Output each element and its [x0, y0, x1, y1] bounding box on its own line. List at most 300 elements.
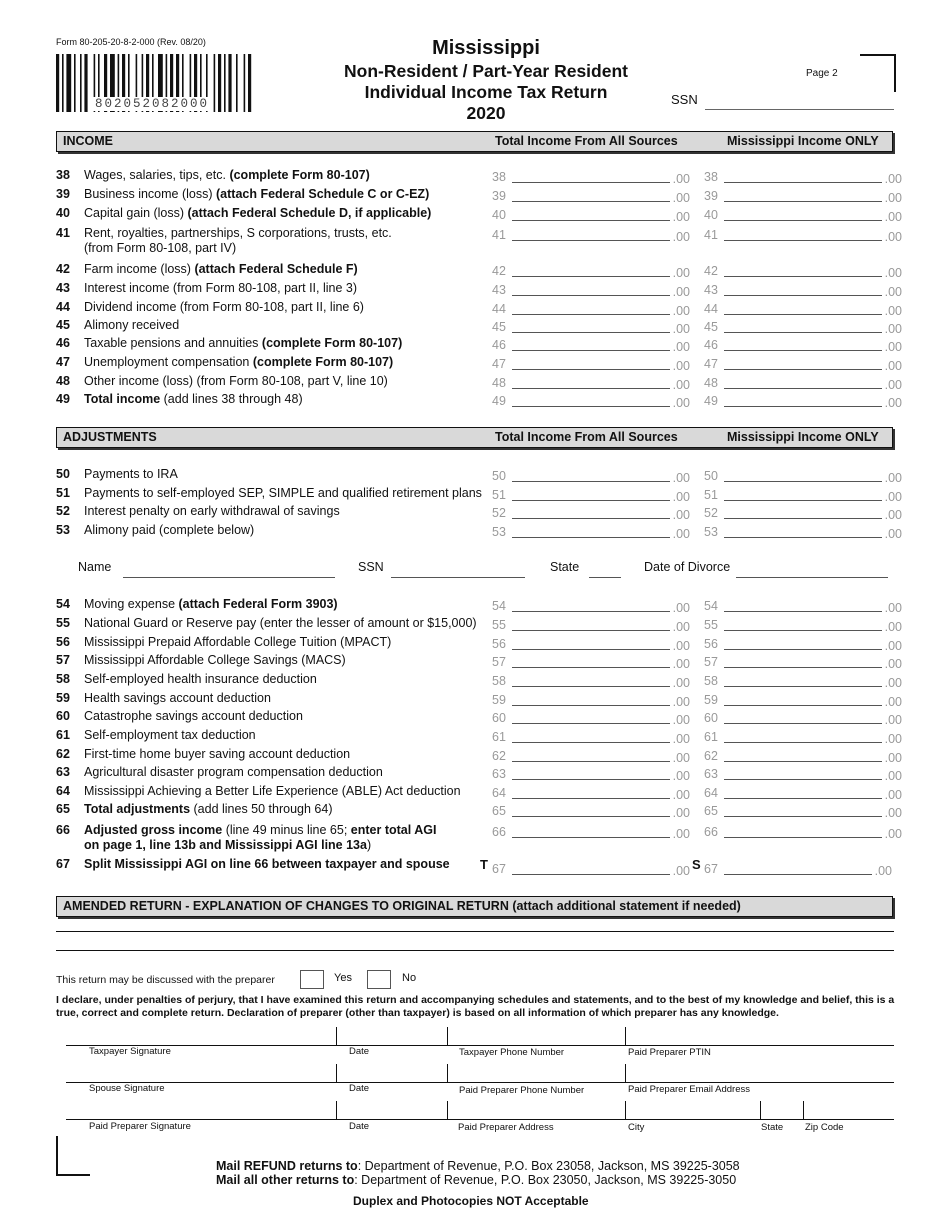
divider	[803, 1101, 804, 1119]
field-line-number: 49	[704, 394, 718, 408]
line-61-total-field[interactable]	[492, 729, 692, 747]
spouse-marker: S	[692, 857, 701, 872]
line-47-ms-field[interactable]	[704, 356, 904, 374]
field-line-number: 41	[704, 228, 718, 242]
line-number: 60	[56, 709, 70, 723]
cents: .00	[884, 490, 902, 504]
line-56-total-field[interactable]	[492, 636, 692, 654]
field-line-number: 40	[704, 208, 718, 222]
field-line-number: 43	[492, 283, 506, 297]
field-line	[724, 686, 882, 687]
line-52-total-field[interactable]	[492, 505, 692, 523]
field-line-number: 61	[492, 730, 506, 744]
field-line	[724, 874, 872, 875]
cents: .00	[672, 508, 690, 522]
line-label	[84, 168, 484, 183]
label-text: Unemployment compensation	[84, 355, 253, 369]
line-64-total-field[interactable]	[492, 785, 692, 803]
line-49-total-field[interactable]	[492, 393, 692, 411]
line-67-spouse-field[interactable]	[704, 861, 894, 879]
line-59-ms-field[interactable]	[704, 692, 904, 710]
line-number: 51	[56, 486, 70, 500]
cents: .00	[884, 359, 902, 373]
yes-label: Yes	[334, 972, 352, 984]
line-label	[84, 226, 484, 256]
line-label	[84, 691, 484, 706]
label-text: Taxable pensions and annuities	[84, 336, 262, 350]
cents: .00	[884, 788, 902, 802]
preparer-address-label: Paid Preparer Address	[458, 1122, 554, 1133]
amended-section-header	[56, 896, 893, 917]
label-text: Farm income (loss)	[84, 262, 195, 276]
field-line	[512, 406, 670, 407]
alimony-ssn-field[interactable]	[391, 577, 525, 578]
field-line-number: 64	[704, 786, 718, 800]
section-title: AMENDED RETURN - EXPLANATION OF CHANGES TO ORIGINAL RETURN (attach additional statement if needed)	[63, 899, 741, 913]
line-64-ms-field[interactable]	[704, 785, 904, 803]
field-line-number: 61	[704, 730, 718, 744]
field-line	[724, 649, 882, 650]
line-67-taxpayer-field[interactable]	[492, 861, 692, 879]
line-55-total-field[interactable]	[492, 617, 692, 635]
line-59-total-field[interactable]	[492, 692, 692, 710]
field-line	[512, 667, 670, 668]
field-line	[512, 705, 670, 706]
cents: .00	[672, 639, 690, 653]
line-48	[56, 374, 901, 394]
amended-explanation-line-2[interactable]	[56, 950, 894, 951]
line-label	[84, 784, 484, 799]
line-50-total-field[interactable]	[492, 468, 692, 486]
form-number: Form 80-205-20-8-2-000 (Rev. 08/20)	[56, 37, 206, 47]
line-46-ms-field[interactable]	[704, 337, 904, 355]
divider	[447, 1101, 448, 1119]
line-40-total-field[interactable]	[492, 207, 692, 225]
field-line-number: 38	[492, 170, 506, 184]
line-62-total-field[interactable]	[492, 748, 692, 766]
line-62-ms-field[interactable]	[704, 748, 904, 766]
field-line-number: 48	[492, 376, 506, 390]
line-39-ms-field[interactable]	[704, 188, 904, 206]
field-line	[724, 332, 882, 333]
cents: .00	[672, 322, 690, 336]
line-44-total-field[interactable]	[492, 301, 692, 319]
field-line-number: 62	[704, 749, 718, 763]
income-section-header	[56, 131, 893, 152]
cents: .00	[884, 827, 902, 841]
field-line	[512, 201, 670, 202]
field-line	[724, 742, 882, 743]
field-line-number: 65	[492, 804, 506, 818]
cents: .00	[884, 230, 902, 244]
line-46-total-field[interactable]	[492, 337, 692, 355]
line-60	[56, 709, 901, 729]
field-line-number: 51	[704, 488, 718, 502]
column-header-ms: Mississippi Income ONLY	[727, 430, 879, 444]
line-61-ms-field[interactable]	[704, 729, 904, 747]
field-line-number: 40	[492, 208, 506, 222]
label-text: National Guard or Reserve pay (enter the lesser of amount or $15,000)	[84, 616, 477, 630]
line-47-total-field[interactable]	[492, 356, 692, 374]
line-number: 59	[56, 691, 70, 705]
line-53-ms-field[interactable]	[704, 524, 904, 542]
label-text: Rent, royalties, partnerships, S corporations, trusts, etc.	[84, 226, 392, 240]
field-line-number: 55	[704, 618, 718, 632]
signature-row-1-line[interactable]	[66, 1045, 894, 1046]
line-label	[84, 467, 484, 482]
line-45-ms-field[interactable]	[704, 319, 904, 337]
preparer-ptin-label: Paid Preparer PTIN	[628, 1047, 711, 1058]
line-53-total-field[interactable]	[492, 524, 692, 542]
line-label	[84, 523, 484, 538]
field-line-number: 58	[704, 674, 718, 688]
date-label: Date	[349, 1046, 370, 1057]
line-number: 58	[56, 672, 70, 686]
field-line-number: 45	[704, 320, 718, 334]
label-second-line: on page 1, line 13b and Mississippi AGI line 13a	[84, 838, 367, 852]
discuss-no-checkbox[interactable]	[367, 970, 391, 989]
line-number: 50	[56, 467, 70, 481]
barcode-bar	[62, 54, 64, 112]
cents: .00	[884, 172, 902, 186]
label-bold-text: (attach Federal Schedule D, if applicable)	[187, 206, 432, 220]
label-second-line: (from Form 80-108, part IV)	[84, 241, 237, 255]
line-number: 55	[56, 616, 70, 630]
line-58-ms-field[interactable]	[704, 673, 904, 691]
barcode-bar	[80, 54, 82, 112]
field-line	[724, 779, 882, 780]
line-label: Split Mississippi AGI on line 66 between taxpayer and spouse	[84, 857, 450, 871]
line-57-total-field[interactable]	[492, 654, 692, 672]
barcode-bar	[224, 54, 226, 112]
field-line-number: 42	[492, 264, 506, 278]
line-number: 44	[56, 300, 70, 314]
cents: .00	[884, 210, 902, 224]
field-line-number: 43	[704, 283, 718, 297]
line-45	[56, 318, 901, 338]
line-number: 42	[56, 262, 70, 276]
cents: .00	[884, 396, 902, 410]
line-57-ms-field[interactable]	[704, 654, 904, 672]
line-label	[84, 653, 484, 668]
adjustments-section-header	[56, 427, 893, 448]
no-label: No	[402, 972, 417, 984]
field-line-number: 66	[704, 825, 718, 839]
line-51-ms-field[interactable]	[704, 487, 904, 505]
alimony-name-label: Name	[78, 560, 112, 574]
cents: .00	[884, 340, 902, 354]
field-line-number: 53	[704, 525, 718, 539]
line-54-ms-field[interactable]	[704, 598, 904, 616]
label-text: Other income (loss) (from Form 80-108, part V, line 10)	[84, 374, 388, 388]
alimony-name-field[interactable]	[123, 577, 335, 578]
cents: .00	[884, 322, 902, 336]
line-label	[84, 486, 484, 501]
cents: .00	[672, 172, 690, 186]
field-line-number: 59	[704, 693, 718, 707]
field-line-number: 66	[492, 825, 506, 839]
label-text: Moving expense	[84, 597, 179, 611]
mail-refund-line	[216, 1159, 740, 1173]
divider	[625, 1101, 626, 1119]
barcode-number: 802052082000	[95, 97, 210, 111]
line-label	[84, 262, 484, 277]
divider	[625, 1064, 626, 1082]
field-line-number: 50	[704, 469, 718, 483]
field-line-number: 55	[492, 618, 506, 632]
line-48-ms-field[interactable]	[704, 375, 904, 393]
line-label	[84, 635, 484, 650]
alimony-ssn-label: SSN	[358, 560, 384, 574]
field-line	[724, 481, 882, 482]
line-number: 38	[56, 168, 70, 182]
cents: .00	[672, 490, 690, 504]
cents: .00	[672, 657, 690, 671]
field-line	[512, 350, 670, 351]
field-line	[512, 611, 670, 612]
label-bold-text: (attach Federal Schedule C or C-EZ)	[216, 187, 430, 201]
line-38-total-field[interactable]	[492, 169, 692, 187]
field-line-number: 53	[492, 525, 506, 539]
form-state: Mississippi	[432, 37, 540, 59]
line-43-ms-field[interactable]	[704, 282, 904, 300]
line-60-total-field[interactable]	[492, 710, 692, 728]
divider	[625, 1027, 626, 1045]
field-line	[724, 816, 882, 817]
label-text: Mississippi Affordable College Savings (MACS)	[84, 653, 346, 667]
line-63-ms-field[interactable]	[704, 766, 904, 784]
line-56-ms-field[interactable]	[704, 636, 904, 654]
line-52	[56, 504, 901, 524]
line-54-total-field[interactable]	[492, 598, 692, 616]
date-label: Date	[349, 1121, 370, 1132]
field-line	[512, 314, 670, 315]
line-49-ms-field[interactable]	[704, 393, 904, 411]
field-line	[724, 240, 882, 241]
field-line	[724, 388, 882, 389]
field-line	[724, 182, 882, 183]
line-label	[84, 823, 484, 853]
cents: .00	[884, 527, 902, 541]
cents: .00	[672, 827, 690, 841]
field-line	[512, 295, 670, 296]
barcode-bar	[244, 54, 246, 112]
line-52-ms-field[interactable]	[704, 505, 904, 523]
line-label	[84, 300, 484, 315]
mail-other-label: Mail all other returns to	[216, 1173, 355, 1187]
field-line	[512, 220, 670, 221]
line-label	[84, 206, 484, 221]
line-47	[56, 355, 901, 375]
line-42-ms-field[interactable]	[704, 263, 904, 281]
line-61	[56, 728, 901, 748]
cents: .00	[672, 285, 690, 299]
title-line-2: Individual Income Tax Return	[364, 82, 608, 102]
line-63-total-field[interactable]	[492, 766, 692, 784]
field-line	[512, 798, 670, 799]
line-48-total-field[interactable]	[492, 375, 692, 393]
field-line	[724, 761, 882, 762]
taxpayer-signature-label: Taxpayer Signature	[89, 1046, 171, 1057]
divider	[336, 1027, 337, 1045]
line-54	[56, 597, 901, 617]
label-text: Self-employed health insurance deduction	[84, 672, 317, 686]
cents: .00	[672, 340, 690, 354]
label-text: Dividend income (from Form 80-108, part II, line 6)	[84, 300, 364, 314]
mail-refund-address: : Department of Revenue, P.O. Box 23058, Jackson, MS 39225-3058	[357, 1159, 740, 1173]
line-53	[56, 523, 901, 543]
label-bold-text: Total adjustments	[84, 802, 191, 816]
label-text: Self-employment tax deduction	[84, 728, 256, 742]
spouse-signature-label: Spouse Signature	[89, 1083, 165, 1094]
field-line-number: 41	[492, 228, 506, 242]
field-line-number: 50	[492, 469, 506, 483]
field-line-number: 60	[704, 711, 718, 725]
label-text: Mississippi Achieving a Better Life Experience (ABLE) Act deduction	[84, 784, 461, 798]
line-number: 52	[56, 504, 70, 518]
ssn-field[interactable]	[705, 109, 894, 110]
line-38-ms-field[interactable]	[704, 169, 904, 187]
label-text: First-time home buyer saving account deduction	[84, 747, 351, 761]
label-bold-text: Adjusted gross income	[84, 823, 223, 837]
field-line-number: 49	[492, 394, 506, 408]
discuss-yes-checkbox[interactable]	[300, 970, 324, 989]
field-line-number: 46	[704, 338, 718, 352]
line-43-total-field[interactable]	[492, 282, 692, 300]
label-text: Interest penalty on early withdrawal of savings	[84, 504, 340, 518]
line-43	[56, 281, 901, 301]
cents: .00	[884, 769, 902, 783]
field-line	[724, 350, 882, 351]
field-line-number: 52	[492, 506, 506, 520]
line-label	[84, 281, 484, 296]
line-42	[56, 262, 901, 282]
line-39-total-field[interactable]	[492, 188, 692, 206]
line-label	[84, 355, 484, 370]
line-number: 46	[56, 336, 70, 350]
cents: .00	[884, 695, 902, 709]
label-text: Wages, salaries, tips, etc.	[84, 168, 230, 182]
field-line	[724, 500, 882, 501]
field-line-number: 58	[492, 674, 506, 688]
label-text: Alimony paid (complete below)	[84, 523, 255, 537]
field-line-number: 56	[704, 637, 718, 651]
mail-other-address: : Department of Revenue, P.O. Box 23050, Jackson, MS 39225-3050	[354, 1173, 737, 1187]
amended-explanation-line-1[interactable]	[56, 931, 894, 932]
line-41-ms-field[interactable]	[704, 227, 904, 245]
line-63	[56, 765, 901, 785]
line-label	[84, 392, 484, 407]
line-number: 63	[56, 765, 70, 779]
line-number: 49	[56, 392, 70, 406]
line-65-total-field[interactable]	[492, 803, 692, 821]
cents: .00	[672, 695, 690, 709]
field-line	[724, 630, 882, 631]
label-bold-text: (attach Federal Form 3903)	[178, 597, 338, 611]
line-41	[56, 226, 902, 255]
line-number: 67	[56, 857, 70, 871]
alimony-state-field[interactable]	[589, 577, 621, 578]
line-51-total-field[interactable]	[492, 487, 692, 505]
line-45-total-field[interactable]	[492, 319, 692, 337]
line-49	[56, 392, 901, 412]
line-58-total-field[interactable]	[492, 673, 692, 691]
taxpayer-marker: T	[480, 857, 488, 872]
line-42-total-field[interactable]	[492, 263, 692, 281]
line-60-ms-field[interactable]	[704, 710, 904, 728]
line-66-total-field[interactable]	[492, 824, 692, 842]
line-number: 48	[56, 374, 70, 388]
state-label: State	[761, 1122, 784, 1133]
line-38	[56, 168, 901, 188]
line-65-ms-field[interactable]	[704, 803, 904, 821]
cents: .00	[884, 620, 902, 634]
field-line-number: 48	[704, 376, 718, 390]
line-number: 56	[56, 635, 70, 649]
page-number: Page 2	[806, 68, 838, 79]
line-59	[56, 691, 901, 711]
corner-mark	[56, 1136, 90, 1176]
divider	[447, 1027, 448, 1045]
field-line	[512, 761, 670, 762]
field-line-number: 65	[704, 804, 718, 818]
cents: .00	[672, 601, 690, 615]
line-label	[84, 187, 484, 202]
line-66-ms-field[interactable]	[704, 824, 904, 842]
field-line	[724, 406, 882, 407]
label-text: Mississippi Prepaid Affordable College Tuition (MPACT)	[84, 635, 392, 649]
line-51	[56, 486, 901, 506]
mail-refund-label: Mail REFUND returns to	[216, 1159, 358, 1173]
label-text: Business income (loss)	[84, 187, 216, 201]
column-header-total: Total Income From All Sources	[495, 430, 678, 444]
cents: .00	[672, 864, 690, 878]
line-number: 54	[56, 597, 70, 611]
divorce-date-field[interactable]	[736, 577, 888, 578]
signature-row-3-line[interactable]	[66, 1119, 894, 1120]
line-44-ms-field[interactable]	[704, 301, 904, 319]
preparer-discuss-question: This return may be discussed with the preparer	[56, 974, 275, 986]
line-number: 61	[56, 728, 70, 742]
field-line-number: 52	[704, 506, 718, 520]
line-58	[56, 672, 901, 692]
cents: .00	[672, 806, 690, 820]
line-41-total-field[interactable]	[492, 227, 692, 245]
signature-row-2-line[interactable]	[66, 1082, 894, 1083]
label-tail-text: (line 49 minus line 65;	[222, 823, 351, 837]
line-number: 47	[56, 355, 70, 369]
field-line	[724, 220, 882, 221]
barcode-bar	[214, 54, 216, 112]
field-line-number: 56	[492, 637, 506, 651]
line-label	[84, 747, 484, 762]
cents: .00	[884, 732, 902, 746]
field-line	[512, 630, 670, 631]
taxpayer-phone-label: Taxpayer Phone Number	[459, 1047, 565, 1058]
cents: .00	[672, 230, 690, 244]
line-50-ms-field[interactable]	[704, 468, 904, 486]
cents: .00	[672, 359, 690, 373]
field-line	[512, 723, 670, 724]
line-label	[84, 318, 484, 333]
line-55-ms-field[interactable]	[704, 617, 904, 635]
line-number: 57	[56, 653, 70, 667]
barcode-bar	[66, 54, 71, 112]
line-40-ms-field[interactable]	[704, 207, 904, 225]
field-line	[512, 240, 670, 241]
field-line-number: 54	[492, 599, 506, 613]
cents: .00	[672, 527, 690, 541]
